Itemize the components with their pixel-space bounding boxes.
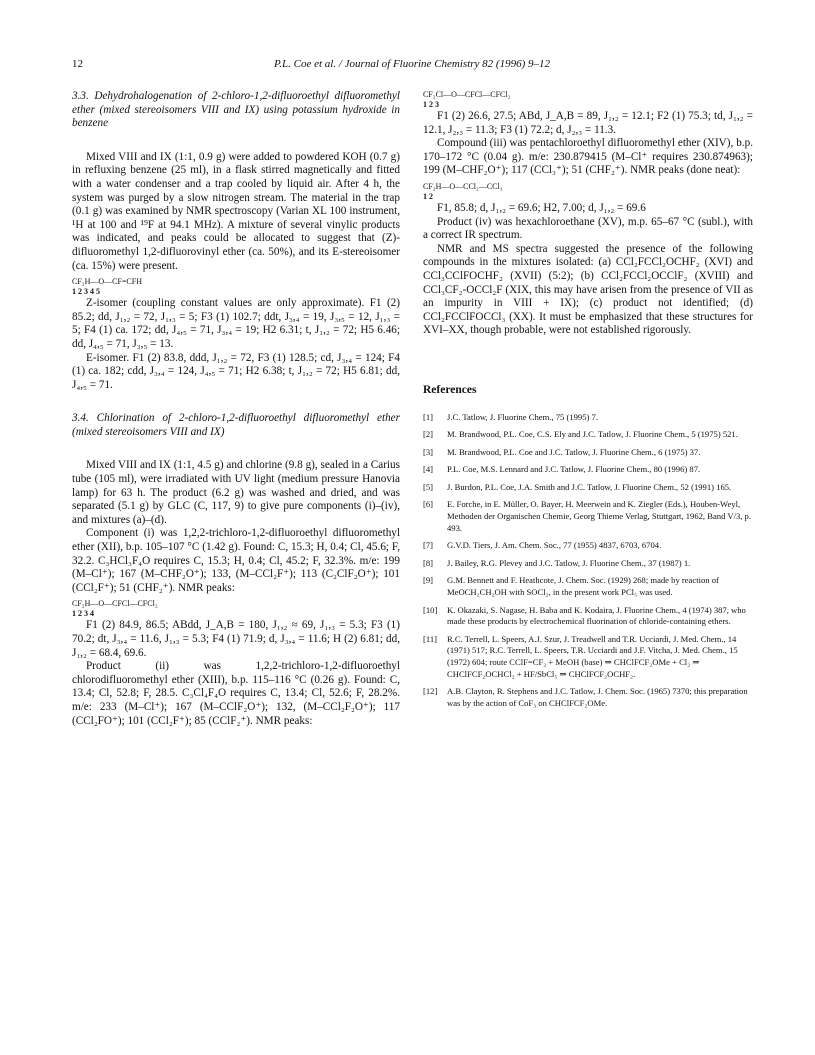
reference-number: [9] xyxy=(423,575,434,586)
structure-text: CF₂H—O—CF=CFH xyxy=(72,277,142,287)
structure-formula xyxy=(423,182,753,202)
reference-item xyxy=(423,634,753,680)
reference-number: [5] xyxy=(423,481,434,492)
paragraph: Z-isomer (coupling constant values are only approximate). F1 (2) 85.2; dd, J₁,₂ = 72, J₁,₃ = 5; F3 (1) 102.7; ddt, J₃,₄ = 19, J₃,₅ = 12, J₁,₃ = 5; F4 (1) ca. 172; dd, J₄,₅ = 71, J₃,₄ = 19; H2 6.31; t, J₁,₂ = 72; H5 6.46; dd, J₄,₅ = 71, J₃,₅ = 13. xyxy=(72,297,400,350)
reference-text: J. Burdon, P.L. Coe, J.A. Smith and J.C. Tatlow, J. Fluorine Chem., 52 (1991) 165. xyxy=(447,481,732,492)
reference-item xyxy=(423,499,753,534)
page-header xyxy=(72,58,752,74)
reference-item xyxy=(423,575,753,598)
reference-item xyxy=(423,412,753,424)
paragraph: Product (ii) was 1,2,2-trichloro-1,2-difluoroethyl chlorodifluoromethyl ether (XIII), b.p. 115–116 °C (0.26 g). Found: C, 13.4; Cl, 52.8; F, 28.5. C₃Cl₄F₄O requires C, 13.4; Cl, 52.6; F, 28.2%. m/e: 233 (M–Cl⁺); 167 (M–CClF₂O⁺); 132, (M–CCl₂F₂O⁺); 117 (CCl₂FO⁺); 101 (CCl₂F⁺); 85 (CClF₂⁺). NMR peaks: xyxy=(72,660,400,727)
reference-text: K. Okazaki, S. Nagase, H. Baba and K. Kodaira, J. Fluorine Chem., 4 (1974) 387, who made these products by electrochemical fluorination of chloride-containing ethers. xyxy=(447,604,746,627)
right-column xyxy=(423,90,753,715)
reference-number: [12] xyxy=(423,686,438,697)
reference-text: A.B. Clayton, R. Stephens and J.C. Tatlow, J. Chem. Soc. (1965) 7370; this preparation was by the action of CoF₃ on CHClFCF₂OMe. xyxy=(447,686,748,708)
reference-item xyxy=(423,540,753,552)
paragraph: F1 (2) 84.9, 86.5; ABdd, J_A,B = 180, J₁,₂ ≈ 69, J₁,₃ = 5.3; F3 (1) 70.2; dt, J₃,₄ = 11.6, J₁,₃ = 5.3; F4 (1) 71.9; d, J₃,₄ = 11.6; H (2) 6.81; dd, J₁,₂ = 68.4, 69.6. xyxy=(72,619,400,659)
paragraph: E-isomer. F1 (2) 83.8, ddd, J₁,₂ = 72, F3 (1) 128.5; cd, J₃,₄ = 124; F4 (1) ca. 182; cdd, J₃,₄ = 124, J₄,₅ = 71; H2 6.38; t, J₁,₂ = 72; H5 6.81; dd, J₄,₅ = 71. xyxy=(72,351,400,391)
reference-number: [4] xyxy=(423,464,434,475)
reference-text: J.C. Tatlow, J. Fluorine Chem., 75 (1995) 7. xyxy=(447,411,598,422)
reference-text: P.L. Coe, M.S. Lennard and J.C. Tatlow, J. Fluorine Chem., 80 (1996) 87. xyxy=(447,464,701,475)
reference-number: [11] xyxy=(423,633,437,644)
reference-item xyxy=(423,605,753,628)
paragraph: Mixed VIII and IX (1:1, 0.9 g) were added to powdered KOH (0.7 g) in refluxing benzene (25 ml), in a flask stirred magnetically and fitted with a water condenser and a trap cooled by liquid air. After 4 h, the system was purged by a slow nitrogen stream. The material in the trap (0.1 g) was examined by NMR spectroscopy (Varian XL 100 instrument, ¹H at 100 and ¹⁹F at 94.1 MHz). A mixture of several vinylic products was indicated, and peaks could be allocated to suggest that (Z)-difluoromethyl 1,2-difluorovinyl ether (ca. 50%), and its E-stereoisomer (ca. 15%) were present. xyxy=(72,150,400,272)
reference-text: J. Bailey, R.G. Plevey and J.C. Tatlow, J. Fluorine Chem., 37 (1987) 1. xyxy=(447,557,691,568)
paragraph: Compound (iii) was pentachloroethyl difluoromethyl ether (XIV), b.p. 170–172 °C (0.04 g). m/e: 230.879415 (M–Cl⁺ requires 230.874963); 199 (M–CHF₂O⁺); 117 (CCl₃⁺); 51 (CHF₂⁺). NMR peaks (done neat): xyxy=(423,137,753,177)
reference-item xyxy=(423,464,753,476)
reference-number: [3] xyxy=(423,446,434,457)
reference-item xyxy=(423,429,753,441)
reference-item xyxy=(423,447,753,459)
paragraph: F1 (2) 26.6, 27.5; ABd, J_A,B = 89, J₁,₂ = 12.1; F2 (1) 75.3; td, J₁,₂ = 12.1, J₂,₃ = 11.3; F3 (1) 72.2; d, J₂,₃ = 11.3. xyxy=(423,110,753,136)
reference-text: M. Brandwood, P.L. Coe, C.S. Ely and J.C. Tatlow, J. Fluorine Chem., 5 (1975) 521. xyxy=(447,429,738,440)
left-column xyxy=(72,90,400,728)
paragraph: NMR and MS spectra suggested the presence of the following compounds in the mixtures isolated: (a) CCl₂FCCl₂OCHF₂ (XVI) and CCl₃CClFOCHF₂ (XVII) (5:2); (b) CCl₂FCCl₂OCClF₂ (XVIII) and CCl₃CF₂-OCCl₂F (XIX, this may have arisen from the presence of VII as an impurity in VIII + IX); (c) product not identified; (d) CCl₂FCClFOCCl₃ (XX). It must be emphasized that these structures for XVI–XX, though probable, were not established rigorously. xyxy=(423,242,753,337)
paragraph: Component (i) was 1,2,2-trichloro-1,2-difluoroethyl difluoromethyl ether (XII), b.p. 105–107 °C (1.42 g). Found: C, 15.3; H, 0.4; Cl, 45.6; F, 32.2. C₃HCl₃F₄O requires C, 15.3; H, 0.4; Cl, 45.2; F, 32.3%. m/e: 199 (M–Cl⁺); 167 (M–CHF₂O⁺); 133, (M–CCl₂F⁺); 113 (C₂ClF₂O⁺); 101 (CCl₂F⁺); 51 (CHF₂⁺). NMR peaks: xyxy=(72,527,400,594)
paragraph: F1, 85.8; d, J₁,₂ = 69.6; H2, 7.00; d, J₁,₂ = 69.6 xyxy=(437,201,646,214)
reference-text: E. Forche, in E. Müller, O. Bayer, H. Meerwein and K. Ziegler (Eds.), Houben-Weyl, Methoden der Organischen Chemie, Georg Thieme Verlag, Stuttgart, 1962, Band V/3, p. 493. xyxy=(447,499,751,533)
structure-text: CF₂H—O—CFCl—CFCl₂ xyxy=(72,599,158,609)
reference-number: [1] xyxy=(423,411,434,422)
paragraph: Mixed VIII and IX (1:1, 4.5 g) and chlorine (9.8 g), sealed in a Carius tube (105 ml), were irradiated with UV light (medium pressure Hanovia lamp) for 63 h. The product (6.2 g) was washed and dried, and was separated (5.1 g) by GLC (C, 117, 9) to give pure components (i)–(iv), and mixtures (a)–(d). xyxy=(72,459,400,526)
reference-number: [2] xyxy=(423,429,434,440)
references-heading: References xyxy=(423,383,477,396)
page-number: 12 xyxy=(72,58,83,70)
structure-numbering: 1 2 xyxy=(423,191,433,201)
reference-list xyxy=(423,412,753,710)
reference-number: [6] xyxy=(423,499,434,510)
structure-numbering: 1 2 3 xyxy=(423,100,439,109)
reference-text: G.M. Bennett and F. Heathcote, J. Chem. Soc. (1929) 268; made by reaction of MeOCH₂CH₂OH with SOCl₂, in the present work PCl₅ was used. xyxy=(447,575,719,598)
reference-item xyxy=(423,482,753,494)
reference-number: [7] xyxy=(423,540,434,551)
section-3-4-title: 3.4. Chlorination of 2-chloro-1,2-difluoroethyl difluoromethyl ether (mixed stereoisomers VIII and IX) xyxy=(72,412,400,438)
structure-numbering: 1 2 3 4 5 xyxy=(72,287,100,297)
reference-number: [8] xyxy=(423,557,434,568)
structure-text: CF₂Cl—O—CFCl—CFCl₂ xyxy=(423,90,511,99)
reference-item xyxy=(423,558,753,570)
reference-text: G.V.D. Tiers, J. Am. Chem. Soc., 77 (1955) 4837, 6703, 6704. xyxy=(447,540,662,551)
reference-text: R.C. Terrell, L. Speers, A.J. Szur, J. Treadwell and T.R. Ucciardi, J. Med. Chem., 14 (1971) 517; R.C. Terrell, L. Speers, T.R. Ucciardi and J.F. Vitcha, J. Med. Chem., 15 (1972) 604; route CClF=CF₂ + MeOH (base) ⇒ CHClFCF₂OMe + Cl₂ ⇒ CHClFCF₂OCHCl₂ + HF/SbCl₅ ⇒ CHClFCF₂OCHF₂. xyxy=(447,633,738,679)
running-title: P.L. Coe et al. / Journal of Fluorine Chemistry 82 (1996) 9–12 xyxy=(273,58,550,70)
structure-formula xyxy=(423,90,753,110)
reference-number: [10] xyxy=(423,604,438,615)
reference-item xyxy=(423,686,753,709)
structure-text: CF₂H—O—CCl₂—CCl₃ xyxy=(423,181,503,191)
structure-numbering: 1 2 3 4 xyxy=(72,609,94,619)
section-3-3-title: 3.3. Dehydrohalogenation of 2-chloro-1,2-difluoroethyl difluoromethyl ether (mixed stereoisomers VIII and IX) using potassium hydroxide in benzene xyxy=(72,90,400,130)
reference-text: M. Brandwood, P.L. Coe and J.C. Tatlow, J. Fluorine Chem., 6 (1975) 37. xyxy=(447,446,701,457)
structure-formula xyxy=(72,277,400,297)
paragraph: Product (iv) was hexachloroethane (XV), m.p. 65–67 °C (subl.), with a correct IR spectrum. xyxy=(423,215,753,242)
structure-formula xyxy=(72,599,400,619)
